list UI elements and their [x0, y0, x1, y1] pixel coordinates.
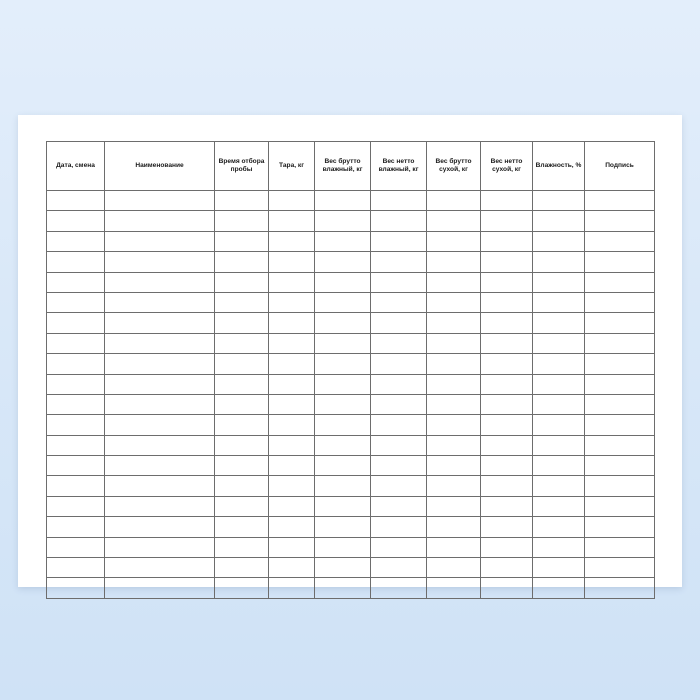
- table-cell[interactable]: [481, 252, 533, 272]
- table-cell[interactable]: [585, 517, 655, 537]
- table-cell[interactable]: [215, 517, 269, 537]
- table-cell[interactable]: [533, 517, 585, 537]
- table-cell[interactable]: [585, 476, 655, 496]
- table-cell[interactable]: [481, 415, 533, 435]
- table-cell[interactable]: [315, 496, 371, 516]
- table-cell[interactable]: [269, 374, 315, 394]
- table-cell[interactable]: [427, 537, 481, 557]
- column-header-signature: Подпись: [585, 142, 655, 191]
- table-cell[interactable]: [481, 333, 533, 353]
- table-cell[interactable]: [215, 272, 269, 292]
- table-cell[interactable]: [215, 456, 269, 476]
- table-body: [47, 191, 655, 599]
- table-header: [47, 142, 655, 191]
- table-cell[interactable]: [47, 517, 105, 537]
- table-cell[interactable]: [269, 394, 315, 414]
- table-cell[interactable]: [585, 558, 655, 578]
- table-cell[interactable]: [105, 496, 215, 516]
- table-cell[interactable]: [427, 394, 481, 414]
- table-cell[interactable]: [47, 313, 105, 333]
- table-cell[interactable]: [215, 374, 269, 394]
- table-cell[interactable]: [371, 415, 427, 435]
- table-cell[interactable]: [533, 313, 585, 333]
- table-cell[interactable]: [315, 211, 371, 231]
- table-cell[interactable]: [315, 354, 371, 374]
- table-cell[interactable]: [47, 537, 105, 557]
- table-cell[interactable]: [47, 333, 105, 353]
- table-cell[interactable]: [481, 456, 533, 476]
- column-header-name: Наименование: [105, 142, 215, 191]
- table-cell[interactable]: [371, 231, 427, 251]
- table-row: [47, 578, 655, 598]
- table-cell[interactable]: [533, 456, 585, 476]
- table-cell[interactable]: [315, 231, 371, 251]
- table-cell[interactable]: [427, 435, 481, 455]
- paper-sheet: [18, 115, 682, 587]
- table-row: [47, 292, 655, 312]
- table-cell[interactable]: [533, 435, 585, 455]
- table-cell[interactable]: [585, 578, 655, 598]
- table-row: [47, 415, 655, 435]
- table-cell[interactable]: [105, 354, 215, 374]
- table-cell[interactable]: [215, 496, 269, 516]
- table-cell[interactable]: [371, 374, 427, 394]
- table-cell[interactable]: [481, 476, 533, 496]
- table-cell[interactable]: [481, 354, 533, 374]
- table-cell[interactable]: [105, 435, 215, 455]
- table-cell[interactable]: [585, 394, 655, 414]
- table-cell[interactable]: [481, 272, 533, 292]
- table-cell[interactable]: [481, 313, 533, 333]
- table-cell[interactable]: [427, 517, 481, 537]
- table-cell[interactable]: [533, 231, 585, 251]
- table-cell[interactable]: [585, 374, 655, 394]
- table-cell[interactable]: [269, 313, 315, 333]
- table-row: [47, 558, 655, 578]
- table-cell[interactable]: [215, 354, 269, 374]
- table-cell[interactable]: [371, 476, 427, 496]
- table-cell[interactable]: [533, 292, 585, 312]
- table-cell[interactable]: [47, 578, 105, 598]
- column-header-gross-dry: Вес брутто сухой, кг: [427, 142, 481, 191]
- table-row: [47, 231, 655, 251]
- table-cell[interactable]: [215, 252, 269, 272]
- table-cell[interactable]: [105, 313, 215, 333]
- table-cell[interactable]: [215, 476, 269, 496]
- table-row: [47, 191, 655, 211]
- table-row: [47, 537, 655, 557]
- table-row: [47, 354, 655, 374]
- table-cell[interactable]: [585, 456, 655, 476]
- table-cell[interactable]: [47, 496, 105, 516]
- table-cell[interactable]: [47, 231, 105, 251]
- table-cell[interactable]: [371, 333, 427, 353]
- table-cell[interactable]: [105, 333, 215, 353]
- table-cell[interactable]: [533, 415, 585, 435]
- table-cell[interactable]: [105, 374, 215, 394]
- table-cell[interactable]: [315, 578, 371, 598]
- table-row: [47, 435, 655, 455]
- table-cell[interactable]: [585, 231, 655, 251]
- table-cell[interactable]: [371, 354, 427, 374]
- table-cell[interactable]: [585, 333, 655, 353]
- table-cell[interactable]: [481, 292, 533, 312]
- table-cell[interactable]: [47, 415, 105, 435]
- table-cell[interactable]: [215, 537, 269, 557]
- table-cell[interactable]: [481, 558, 533, 578]
- table-cell[interactable]: [269, 496, 315, 516]
- column-header-tare: Тара, кг: [269, 142, 315, 191]
- column-header-humidity: Влажность, %: [533, 142, 585, 191]
- table-cell[interactable]: [427, 211, 481, 231]
- table-cell[interactable]: [533, 272, 585, 292]
- table-cell[interactable]: [481, 435, 533, 455]
- table-cell[interactable]: [315, 517, 371, 537]
- table-cell[interactable]: [533, 537, 585, 557]
- table-cell[interactable]: [371, 252, 427, 272]
- table-cell[interactable]: [47, 558, 105, 578]
- table-cell[interactable]: [47, 191, 105, 211]
- table-cell[interactable]: [585, 496, 655, 516]
- table-cell[interactable]: [481, 191, 533, 211]
- table-cell[interactable]: [315, 537, 371, 557]
- table-cell[interactable]: [105, 252, 215, 272]
- table-cell[interactable]: [269, 333, 315, 353]
- sampling-log-table: [46, 141, 655, 599]
- table-cell[interactable]: [269, 191, 315, 211]
- table-cell[interactable]: [533, 394, 585, 414]
- table-cell[interactable]: [427, 252, 481, 272]
- column-header-gross-wet: Вес брутто влажный, кг: [315, 142, 371, 191]
- table-cell[interactable]: [269, 435, 315, 455]
- table-cell[interactable]: [47, 435, 105, 455]
- table-cell[interactable]: [585, 313, 655, 333]
- table-cell[interactable]: [533, 252, 585, 272]
- table-cell[interactable]: [481, 578, 533, 598]
- table-cell[interactable]: [533, 354, 585, 374]
- table-cell[interactable]: [371, 517, 427, 537]
- table-cell[interactable]: [371, 272, 427, 292]
- table-cell[interactable]: [269, 354, 315, 374]
- table-cell[interactable]: [105, 292, 215, 312]
- table-cell[interactable]: [315, 252, 371, 272]
- table-row: [47, 517, 655, 537]
- table-row: [47, 333, 655, 353]
- table-cell[interactable]: [371, 537, 427, 557]
- table-cell[interactable]: [533, 191, 585, 211]
- table-cell[interactable]: [585, 292, 655, 312]
- table-cell[interactable]: [533, 558, 585, 578]
- table-cell[interactable]: [269, 558, 315, 578]
- table-cell[interactable]: [47, 272, 105, 292]
- table-cell[interactable]: [105, 517, 215, 537]
- table-cell[interactable]: [269, 415, 315, 435]
- table-cell[interactable]: [315, 456, 371, 476]
- table-cell[interactable]: [315, 272, 371, 292]
- table-cell[interactable]: [269, 517, 315, 537]
- table-cell[interactable]: [533, 211, 585, 231]
- table-cell[interactable]: [269, 292, 315, 312]
- table-cell[interactable]: [533, 374, 585, 394]
- column-header-date-shift: Дата, смена: [47, 142, 105, 191]
- table-cell[interactable]: [215, 231, 269, 251]
- table-cell[interactable]: [315, 476, 371, 496]
- table-cell[interactable]: [427, 333, 481, 353]
- table-cell[interactable]: [105, 415, 215, 435]
- table-row: [47, 211, 655, 231]
- table-cell[interactable]: [215, 578, 269, 598]
- table-cell[interactable]: [481, 374, 533, 394]
- table-cell[interactable]: [315, 333, 371, 353]
- table-cell[interactable]: [47, 456, 105, 476]
- table-cell[interactable]: [371, 313, 427, 333]
- table-container: [46, 141, 654, 599]
- table-cell[interactable]: [315, 415, 371, 435]
- table-cell[interactable]: [315, 292, 371, 312]
- table-cell[interactable]: [315, 394, 371, 414]
- table-cell[interactable]: [427, 558, 481, 578]
- table-cell[interactable]: [427, 415, 481, 435]
- table-cell[interactable]: [315, 558, 371, 578]
- table-cell[interactable]: [371, 191, 427, 211]
- table-cell[interactable]: [585, 211, 655, 231]
- table-cell[interactable]: [533, 476, 585, 496]
- table-row: [47, 313, 655, 333]
- table-row: [47, 272, 655, 292]
- table-cell[interactable]: [585, 191, 655, 211]
- table-cell[interactable]: [105, 191, 215, 211]
- table-row: [47, 476, 655, 496]
- table-cell[interactable]: [215, 292, 269, 312]
- table-cell[interactable]: [481, 517, 533, 537]
- table-cell[interactable]: [105, 558, 215, 578]
- table-cell[interactable]: [105, 456, 215, 476]
- table-cell[interactable]: [47, 292, 105, 312]
- table-cell[interactable]: [315, 435, 371, 455]
- table-cell[interactable]: [315, 374, 371, 394]
- table-cell[interactable]: [269, 231, 315, 251]
- table-cell[interactable]: [105, 476, 215, 496]
- table-cell[interactable]: [47, 374, 105, 394]
- table-cell[interactable]: [215, 415, 269, 435]
- table-cell[interactable]: [371, 496, 427, 516]
- table-row: [47, 394, 655, 414]
- table-cell[interactable]: [215, 394, 269, 414]
- table-cell[interactable]: [105, 394, 215, 414]
- table-cell[interactable]: [371, 578, 427, 598]
- table-cell[interactable]: [585, 272, 655, 292]
- table-cell[interactable]: [533, 578, 585, 598]
- table-cell[interactable]: [105, 578, 215, 598]
- table-cell[interactable]: [105, 272, 215, 292]
- table-cell[interactable]: [105, 231, 215, 251]
- table-cell[interactable]: [427, 374, 481, 394]
- table-cell[interactable]: [47, 394, 105, 414]
- table-cell[interactable]: [481, 496, 533, 516]
- table-cell[interactable]: [47, 252, 105, 272]
- table-cell[interactable]: [269, 578, 315, 598]
- table-cell[interactable]: [371, 292, 427, 312]
- table-cell[interactable]: [371, 435, 427, 455]
- table-cell[interactable]: [215, 313, 269, 333]
- table-cell[interactable]: [427, 231, 481, 251]
- table-cell[interactable]: [585, 537, 655, 557]
- table-row: [47, 374, 655, 394]
- table-cell[interactable]: [427, 272, 481, 292]
- table-cell[interactable]: [47, 476, 105, 496]
- table-cell[interactable]: [481, 231, 533, 251]
- table-cell[interactable]: [47, 354, 105, 374]
- table-cell[interactable]: [585, 252, 655, 272]
- table-cell[interactable]: [427, 292, 481, 312]
- table-cell[interactable]: [47, 211, 105, 231]
- table-cell[interactable]: [371, 558, 427, 578]
- table-cell[interactable]: [105, 211, 215, 231]
- header-row: [47, 142, 655, 191]
- table-row: [47, 456, 655, 476]
- table-cell[interactable]: [269, 211, 315, 231]
- table-cell[interactable]: [269, 272, 315, 292]
- column-header-net-wet: Вес нетто влажный, кг: [371, 142, 427, 191]
- table-cell[interactable]: [215, 333, 269, 353]
- table-cell[interactable]: [481, 537, 533, 557]
- table-row: [47, 496, 655, 516]
- table-cell[interactable]: [269, 476, 315, 496]
- table-cell[interactable]: [315, 313, 371, 333]
- table-cell[interactable]: [105, 537, 215, 557]
- table-cell[interactable]: [371, 394, 427, 414]
- table-cell[interactable]: [215, 191, 269, 211]
- table-cell[interactable]: [481, 211, 533, 231]
- table-cell[interactable]: [269, 252, 315, 272]
- table-cell[interactable]: [269, 537, 315, 557]
- table-cell[interactable]: [427, 313, 481, 333]
- table-cell[interactable]: [315, 191, 371, 211]
- table-cell[interactable]: [585, 354, 655, 374]
- table-cell[interactable]: [427, 578, 481, 598]
- table-cell[interactable]: [533, 333, 585, 353]
- table-cell[interactable]: [371, 211, 427, 231]
- table-cell[interactable]: [427, 191, 481, 211]
- table-cell[interactable]: [427, 354, 481, 374]
- table-cell[interactable]: [427, 496, 481, 516]
- table-cell[interactable]: [481, 394, 533, 414]
- table-cell[interactable]: [427, 476, 481, 496]
- table-cell[interactable]: [215, 435, 269, 455]
- table-row: [47, 252, 655, 272]
- table-cell[interactable]: [427, 456, 481, 476]
- column-header-sample-time: Время отбора пробы: [215, 142, 269, 191]
- table-cell[interactable]: [215, 211, 269, 231]
- table-cell[interactable]: [371, 456, 427, 476]
- table-cell[interactable]: [269, 456, 315, 476]
- column-header-net-dry: Вес нетто сухой, кг: [481, 142, 533, 191]
- table-cell[interactable]: [533, 496, 585, 516]
- table-cell[interactable]: [215, 558, 269, 578]
- table-cell[interactable]: [585, 435, 655, 455]
- table-cell[interactable]: [585, 415, 655, 435]
